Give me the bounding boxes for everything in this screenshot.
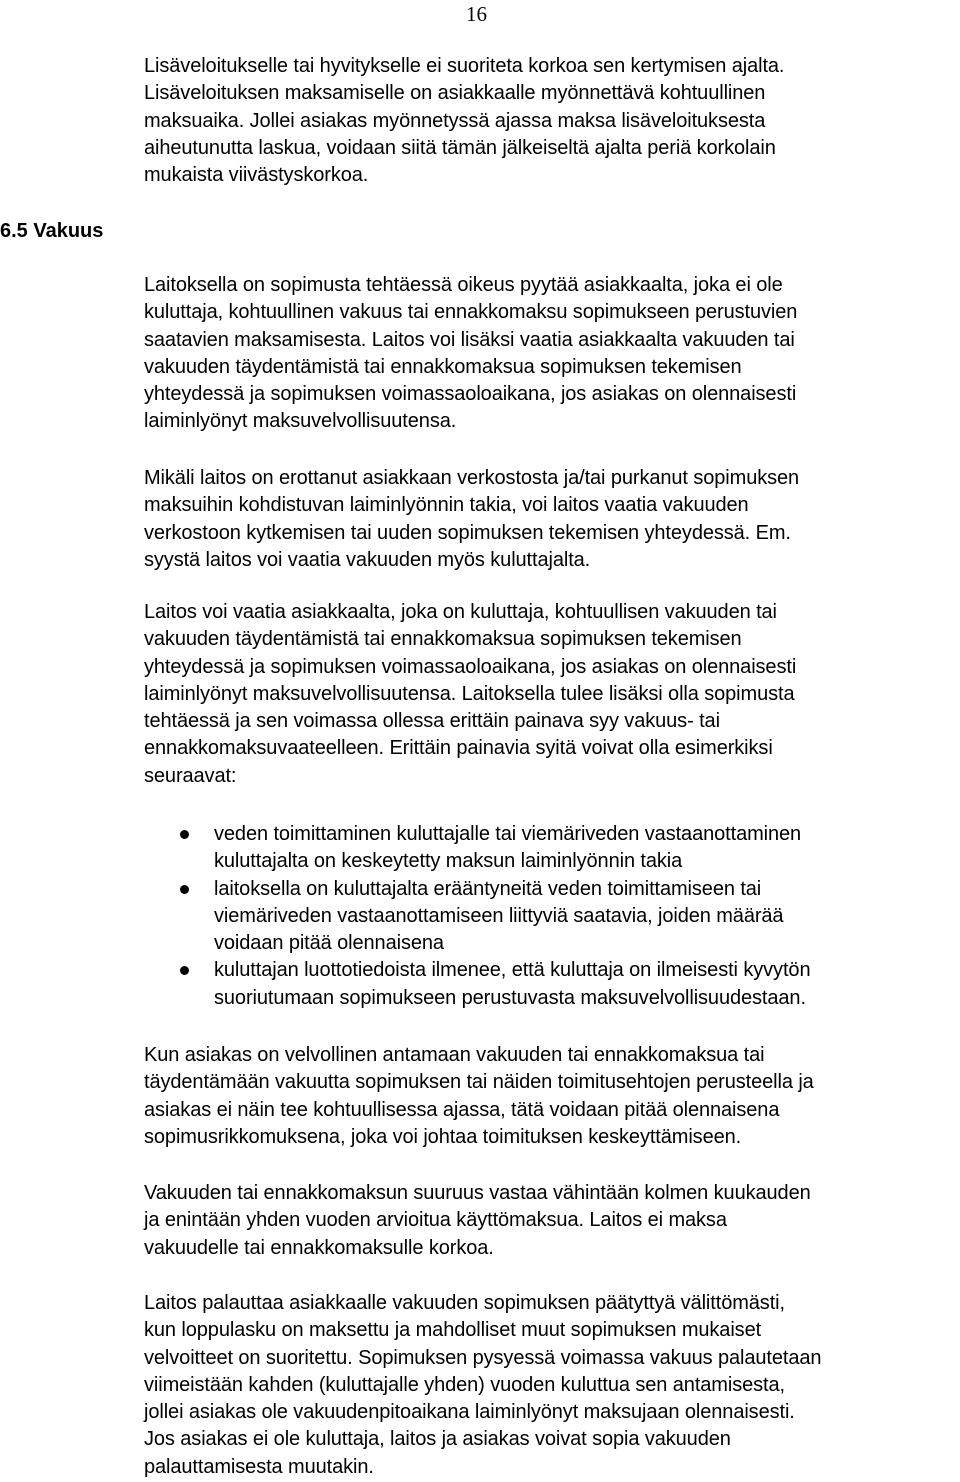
text-line: yhteydessä ja sopimuksen voimassaoloaikana, jos asiakas on olennaisesti — [144, 655, 797, 678]
text-line: aiheutunutta laskua, voidaan siitä tämän jälkeiseltä ajalta periä korkolain — [144, 136, 776, 159]
text-line: veden toimittaminen kuluttajalle tai viemäriveden vastaanottaminen — [214, 823, 802, 845]
text-line: Mikäli laitos on erottanut asiakkaan verkostosta ja/tai purkanut sopimuksen — [144, 467, 800, 489]
text-line: viimeistään kahden (kuluttajalle yhden) vuoden kuluttua sen antamisesta, — [144, 1373, 785, 1396]
text-line: Lisäveloitukselle tai hyvitykselle ei suoriteta korkoa sen kertymisen ajalta. — [144, 55, 785, 77]
text-line: velvoitteet on suoritettu. Sopimuksen pysyessä voimassa vakuus palautetaan — [144, 1346, 822, 1369]
text-line: sopimusrikkomuksena, joka voi johtaa toimituksen keskeyttämiseen. — [144, 1125, 742, 1148]
text-line: palauttamisesta muutakin. — [144, 1455, 374, 1478]
paragraph-disconnection — [144, 465, 960, 574]
text-line: vakuuden täydentämistä tai ennakkomaksua sopimuksen tekemisen — [144, 628, 742, 651]
text-line: täydentämään vakuutta sopimuksen tai näiden toimitusehtojen perusteella ja — [144, 1071, 814, 1094]
text-line: yhteydessä ja sopimuksen voimassaoloaikana, jos asiakas on olennaisesti — [144, 383, 797, 406]
text-line: kuluttajan luottotiedoista ilmenee, että kuluttaja on ilmeisesti kyvytön — [214, 959, 811, 982]
paragraph-consumer-security — [144, 599, 960, 790]
text-line: ennakkomaksuvaateelleen. Erittäin painavia syitä voivat olla esimerkiksi — [144, 737, 773, 760]
text-line: Jos asiakas ei ole kuluttaja, laitos ja asiakas voivat sopia vakuuden — [144, 1428, 731, 1451]
text-line: mukaista viivästyskorkoa. — [144, 164, 369, 187]
text-line: laiminlyönyt maksuvelvollisuutensa. — [144, 410, 457, 433]
text-line: vakuudelle tai ennakkomaksulle korkoa. — [144, 1236, 494, 1259]
paragraph-amount — [144, 1180, 960, 1262]
paragraph-return — [144, 1290, 960, 1481]
text-line: ja enintään yhden vuoden arvioitua käyttömaksua. Laitos ei maksa — [144, 1209, 727, 1232]
bullet-icon — [180, 830, 189, 839]
bullet-icon — [180, 966, 189, 975]
section-heading: 6.5 Vakuus — [0, 220, 104, 242]
text-line: Vakuuden tai ennakkomaksun suuruus vastaa vähintään kolmen kuukauden — [144, 1182, 811, 1204]
text-line: syystä laitos voi vaatia vakuuden myös kuluttajalta. — [144, 548, 591, 571]
text-line: voidaan pitää olennaisena — [214, 932, 444, 955]
text-line: kun loppulasku on maksettu ja mahdolliset muut sopimuksen mukaiset — [144, 1319, 762, 1342]
text-line: Kun asiakas on velvollinen antamaan vakuuden tai ennakkomaksua tai — [144, 1044, 765, 1066]
intro-paragraph — [144, 53, 960, 189]
text-line: Laitos voi vaatia asiakkaalta, joka on kuluttaja, kohtuullisen vakuuden tai — [144, 601, 777, 623]
text-line: jollei asiakas ole vakuudenpitoaikana laiminlyönyt maksujaan olennaisesti. — [144, 1401, 795, 1424]
text-line: seuraavat: — [144, 764, 237, 787]
list-item — [144, 957, 960, 1012]
page-number: 16 — [466, 2, 487, 26]
text-line: asiakas ei näin tee kohtuullisessa ajassa, tätä voidaan pitää olennaisena — [144, 1098, 780, 1121]
text-line: verkostoon kytkemisen tai uuden sopimuksen tekemisen yhteydessä. Em. — [144, 521, 791, 544]
text-line: kuluttaja, kohtuullinen vakuus tai ennakkomaksu sopimukseen perustuvien — [144, 301, 798, 324]
text-line: Lisäveloituksen maksamiselle on asiakkaalle myönnettävä kohtuullinen — [144, 82, 766, 105]
text-line: laiminlyönyt maksuvelvollisuutensa. Laitoksella tulee lisäksi olla sopimusta — [144, 682, 795, 705]
text-line: maksuaika. Jollei asiakas myönnetyssä ajassa maksa lisäveloituksesta — [144, 109, 766, 132]
list-item — [144, 876, 960, 958]
text-line: suoriutumaan sopimukseen perustuvasta maksuvelvollisuudestaan. — [214, 986, 806, 1009]
text-line: tehtäessä ja sen voimassa ollessa erittäin painava syy vakuus- tai — [144, 710, 720, 733]
text-line: Laitoksella on sopimusta tehtäessä oikeus pyytää asiakkaalta, joka ei ole — [144, 274, 783, 296]
reasons-bullet-list — [144, 821, 960, 1012]
text-line: viemäriveden vastaanottamiseen liittyviä saatavia, joiden määrää — [214, 904, 784, 927]
bullet-icon — [180, 885, 189, 894]
paragraph-security-right — [144, 272, 960, 436]
text-line: Laitos palauttaa asiakkaalle vakuuden sopimuksen päätyttyä välittömästi, — [144, 1292, 785, 1314]
text-line: saatavien maksamisesta. Laitos voi lisäksi vaatia asiakkaalta vakuuden tai — [144, 328, 795, 351]
text-line: kuluttajalta on keskeytetty maksun laiminlyönnin takia — [214, 850, 683, 873]
text-line: laitoksella on kuluttajalta erääntyneitä veden toimittamiseen tai — [214, 877, 762, 900]
list-item — [144, 821, 960, 876]
text-line: maksuihin kohdistuvan laiminlyönnin takia, voi laitos vaatia vakuuden — [144, 494, 749, 517]
paragraph-breach — [144, 1042, 960, 1151]
text-line: vakuuden täydentämistä tai ennakkomaksua sopimuksen tekemisen — [144, 355, 742, 378]
